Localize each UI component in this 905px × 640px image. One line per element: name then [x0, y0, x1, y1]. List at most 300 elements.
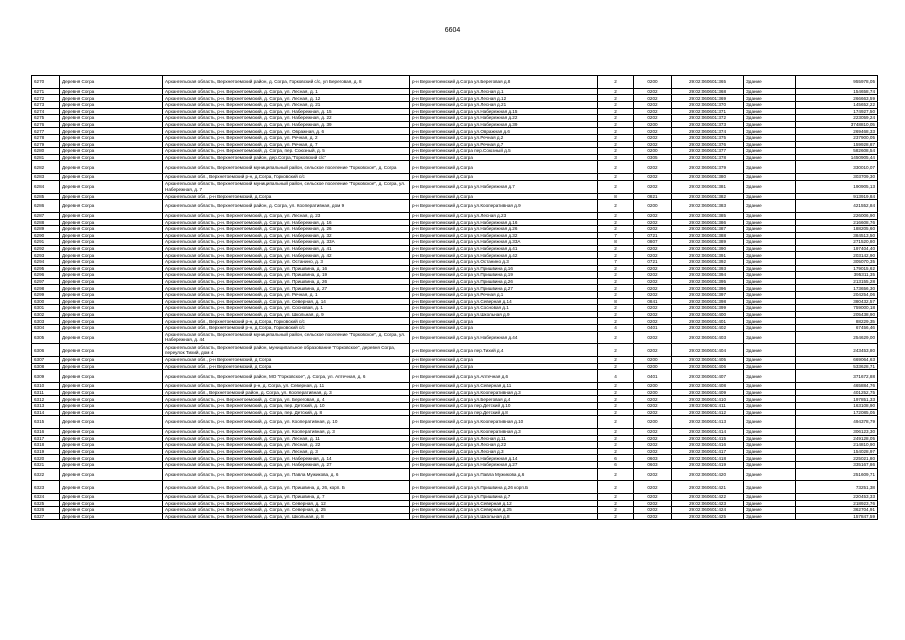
- class-cell: 2: [598, 331, 634, 344]
- short-address-cell: р-н Верхнетоемский д.Согра пер.Детский д.10: [410, 402, 598, 409]
- address-cell: Архангельская область, р-н. Верхнетоемский, д. Согра, ул. Речная, д. 7: [163, 141, 410, 148]
- object-type-cell: Здание: [744, 409, 796, 416]
- short-address-cell: р-н Верхнетоемский д.Согра ул.Набережная д.27: [410, 461, 598, 468]
- address-cell: Архангельская область, Верхнетоемский р-н, д. Согра, ул. Северная, д. 11: [163, 383, 410, 390]
- short-address-cell: р-н Верхнетоемский д.Согра ул.Овражная д.6: [410, 128, 598, 135]
- short-address-cell: р-н Верхнетоемский д.Согра ул.Северная д.14: [410, 298, 598, 305]
- code-cell: 0202: [634, 180, 672, 193]
- code-cell: 0202: [634, 252, 672, 259]
- class-cell: 2: [598, 161, 634, 174]
- row-number: 6291: [32, 239, 60, 246]
- code-cell: 0200: [634, 121, 672, 128]
- class-cell: 2: [598, 101, 634, 108]
- row-number: 6311: [32, 389, 60, 396]
- settlement-cell: Деревня Согра: [60, 442, 163, 449]
- object-type-cell: Здание: [744, 325, 796, 332]
- cadastral-number-cell: 29:02:060601:371: [672, 108, 744, 115]
- table-row: [32, 461, 878, 468]
- class-cell: 2: [598, 311, 634, 318]
- address-cell: Архангельская область, р-н. Верхнетоемский, д. Согра, ул. Набережная, д. 33А: [163, 239, 410, 246]
- address-cell: Архангельская область, р-н. Верхнетоемский, д. Согра, ул. Овражная, д. 6: [163, 128, 410, 135]
- object-type-cell: Здание: [744, 76, 796, 89]
- row-number: 6313: [32, 402, 60, 409]
- cadastral-number-cell: 29:02:060601:399: [672, 305, 744, 312]
- settlement-cell: Деревня Согра: [60, 389, 163, 396]
- object-type-cell: Здание: [744, 461, 796, 468]
- class-cell: 2: [598, 134, 634, 141]
- table-row: [32, 88, 878, 95]
- object-type-cell: Здание: [744, 245, 796, 252]
- class-cell: 3: [598, 154, 634, 161]
- registry-table: [31, 75, 878, 520]
- settlement-cell: Деревня Согра: [60, 134, 163, 141]
- code-cell: 0721: [634, 259, 672, 266]
- settlement-cell: Деревня Согра: [60, 259, 163, 266]
- table-row: [32, 239, 878, 246]
- cadastral-value-cell: 1450905,44: [796, 154, 878, 161]
- address-cell: Архангельская область, р-н. Верхнетоемский, д. Согра, ул. Речная, д. 1: [163, 292, 410, 299]
- table-row: [32, 507, 878, 514]
- table-row: [32, 174, 878, 181]
- object-type-cell: Здание: [744, 416, 796, 429]
- address-cell: Архангельская область, р-н. Верхнетоемский, д. Согра, ул. Набережная, д. 27: [163, 461, 410, 468]
- short-address-cell: р-н Верхнетоемский д.Согра ул.Останино д.3: [410, 259, 598, 266]
- address-cell: Архангельская обл., Верхнетоемский р-н, д.Согра, Горковский с/с: [163, 318, 410, 325]
- cadastral-number-cell: 29:02:060601:420: [672, 468, 744, 481]
- row-number: 6283: [32, 174, 60, 181]
- address-cell: Архангельская обл., Верхнетоемский р-н, д.Согра, Горковский с/с: [163, 325, 410, 332]
- cadastral-value-cell: 203142,90: [796, 252, 878, 259]
- address-cell: Архангельская область, р-н. Верхнетоемский, д. Согра, ул. Речная, д. 2: [163, 134, 410, 141]
- cadastral-number-cell: 29:02:060601:413: [672, 416, 744, 429]
- cadastral-number-cell: 29:02:060601:394: [672, 272, 744, 279]
- cadastral-value-cell: 173656,30: [796, 285, 878, 292]
- cadastral-number-cell: 29:02:060601:423: [672, 500, 744, 507]
- code-cell: 0401: [634, 370, 672, 383]
- object-type-cell: Здание: [744, 311, 796, 318]
- address-cell: Архангельская область, р-н. Верхнетоемский, д. Согра, ул. Пришвина, д. 26: [163, 278, 410, 285]
- short-address-cell: р-н Верхнетоемский д.Согра: [410, 318, 598, 325]
- short-address-cell: р-н Верхнетоемский д.Согра ул.Кооперативная д.10: [410, 416, 598, 429]
- object-type-cell: Здание: [744, 435, 796, 442]
- row-number: 6282: [32, 161, 60, 174]
- code-cell: 0202: [634, 134, 672, 141]
- row-number: 6290: [32, 232, 60, 239]
- cadastral-value-cell: 197851,33: [796, 396, 878, 403]
- code-cell: 0202: [634, 344, 672, 357]
- cadastral-value-cell: 494378,79: [796, 416, 878, 429]
- settlement-cell: Деревня Согра: [60, 174, 163, 181]
- address-cell: Архангельская область, р-н. Верхнетоемский, д. Согра, ул. Пришвина, д. 27: [163, 285, 410, 292]
- object-type-cell: Здание: [744, 154, 796, 161]
- short-address-cell: р-н Верхнетоемский д.Согра: [410, 161, 598, 174]
- object-type-cell: Здание: [744, 148, 796, 155]
- code-cell: 0202: [634, 141, 672, 148]
- object-type-cell: Здание: [744, 108, 796, 115]
- class-cell: 8: [598, 239, 634, 246]
- code-cell: 0603: [634, 455, 672, 462]
- short-address-cell: р-н Верхнетоемский д.Согра: [410, 357, 598, 364]
- address-cell: Архангельская область, р-н. Верхнетоемский, д. Согра, ул. Береговая, д. 4: [163, 396, 410, 403]
- short-address-cell: р-н Верхнетоемский д.Согра: [410, 154, 598, 161]
- settlement-cell: Деревня Согра: [60, 409, 163, 416]
- object-type-cell: Здание: [744, 494, 796, 501]
- table-row: [32, 265, 878, 272]
- code-cell: 0202: [634, 494, 672, 501]
- object-type-cell: Здание: [744, 370, 796, 383]
- settlement-cell: Деревня Согра: [60, 148, 163, 155]
- short-address-cell: р-н Верхнетоемский д.Согра ул.Набережная д.15: [410, 108, 598, 115]
- address-cell: Архангельская область, р-н. Верхнетоемский, д. Согра, ул. Школьная, д. 8: [163, 513, 410, 520]
- row-number: 6317: [32, 435, 60, 442]
- table-row: [32, 232, 878, 239]
- object-type-cell: Здание: [744, 402, 796, 409]
- row-number: 6327: [32, 513, 60, 520]
- object-type-cell: Здание: [744, 507, 796, 514]
- code-cell: 0202: [634, 305, 672, 312]
- object-type-cell: Здание: [744, 389, 796, 396]
- row-number: 6301: [32, 305, 60, 312]
- address-cell: Архангельская область, р-н. Верхнетоемский, д. Согра, ул. Лесная, д. 3: [163, 448, 410, 455]
- class-cell: 2: [598, 416, 634, 429]
- table-row: [32, 331, 878, 344]
- class-cell: 6: [598, 455, 634, 462]
- code-cell: 0202: [634, 468, 672, 481]
- short-address-cell: р-н Верхнетоемский д.Согра ул.Пришвина д.7: [410, 494, 598, 501]
- table-row: [32, 285, 878, 292]
- cadastral-value-cell: 174927,50: [796, 108, 878, 115]
- cadastral-value-cell: 421552,84: [796, 200, 878, 213]
- class-cell: 2: [598, 292, 634, 299]
- code-cell: 0202: [634, 285, 672, 292]
- cadastral-number-cell: 29:02:060601:405: [672, 357, 744, 364]
- row-number: 6318: [32, 442, 60, 449]
- cadastral-number-cell: 29:02:060601:398: [672, 298, 744, 305]
- short-address-cell: р-н Верхнетоемский д.Согра: [410, 363, 598, 370]
- row-number: 6302: [32, 311, 60, 318]
- class-cell: 2: [598, 383, 634, 390]
- table-row: [32, 292, 878, 299]
- settlement-cell: Деревня Согра: [60, 363, 163, 370]
- address-cell: Архангельская область, р-н. Верхнетоемский, д. Согра, ул. Лесная, д. 21: [163, 101, 410, 108]
- cadastral-value-cell: 669064,63: [796, 357, 878, 364]
- class-cell: 2: [598, 76, 634, 89]
- row-number: 6284: [32, 180, 60, 193]
- cadastral-value-cell: 380432,57: [796, 298, 878, 305]
- table-row: [32, 115, 878, 122]
- code-cell: 0202: [634, 88, 672, 95]
- cadastral-value-cell: 362704,91: [796, 507, 878, 514]
- cadastral-number-cell: 29:02:060601:390: [672, 245, 744, 252]
- class-cell: 2: [598, 389, 634, 396]
- cadastral-number-cell: 29:02:060601:395: [672, 278, 744, 285]
- code-cell: 0821: [634, 193, 672, 200]
- class-cell: 2: [598, 252, 634, 259]
- table-row: [32, 245, 878, 252]
- cadastral-value-cell: 582608,54: [796, 148, 878, 155]
- object-type-cell: Здание: [744, 292, 796, 299]
- cadastral-number-cell: 29:02:060601:377: [672, 148, 744, 155]
- address-cell: Архангельская область, р-н. Верхнетоемский, д. Согра, ул. Набережная, д. 41: [163, 245, 410, 252]
- cadastral-number-cell: 29:02:060601:392: [672, 259, 744, 266]
- address-cell: Архангельская область, р-н. Верхнетоемский, д. Согра, ул. Северная, д. 25: [163, 507, 410, 514]
- object-type-cell: Здание: [744, 455, 796, 462]
- settlement-cell: Деревня Согра: [60, 95, 163, 102]
- cadastral-number-cell: 29:02:060601:410: [672, 396, 744, 403]
- address-cell: Архангельская область, р-н. Верхнетоемский, д. Согра, ул. Сосновая, д. 1: [163, 305, 410, 312]
- settlement-cell: Деревня Согра: [60, 468, 163, 481]
- address-cell: Архангельская область, р-н. Верхнетоемский, д. Согра, ул. Набережная, д. 42: [163, 252, 410, 259]
- row-number: 6308: [32, 363, 60, 370]
- cadastral-value-cell: 395311,35: [796, 272, 878, 279]
- settlement-cell: Деревня Согра: [60, 278, 163, 285]
- code-cell: 0202: [634, 435, 672, 442]
- row-number: 6281: [32, 154, 60, 161]
- address-cell: Архангельская область, Верхнетоемский муниципальный район, сельское поселение "Горковское", д. Согра, ул. Набережная, д. 7: [163, 180, 410, 193]
- cadastral-value-cell: 204254,06: [796, 292, 878, 299]
- row-number: 6312: [32, 396, 60, 403]
- row-number: 6293: [32, 252, 60, 259]
- cadastral-value-cell: 218923,76: [796, 500, 878, 507]
- short-address-cell: р-н Верхнетоемский д.Согра ул.Береговая д.4: [410, 396, 598, 403]
- table-row: [32, 200, 878, 213]
- object-type-cell: Здание: [744, 128, 796, 135]
- cadastral-number-cell: 29:02:060601:406: [672, 363, 744, 370]
- row-number: 6277: [32, 128, 60, 135]
- code-cell: 0202: [634, 115, 672, 122]
- cadastral-number-cell: 29:02:060601:372: [672, 115, 744, 122]
- row-number: 6278: [32, 134, 60, 141]
- object-type-cell: Здание: [744, 200, 796, 213]
- row-number: 6273: [32, 101, 60, 108]
- cadastral-number-cell: 29:02:060601:376: [672, 141, 744, 148]
- cadastral-value-cell: 243453,80: [796, 344, 878, 357]
- object-type-cell: Здание: [744, 212, 796, 219]
- table-row: [32, 389, 878, 396]
- settlement-cell: Деревня Согра: [60, 272, 163, 279]
- short-address-cell: р-н Верхнетоемский д.Согра ул.Кооперативная д.3: [410, 389, 598, 396]
- short-address-cell: р-н Верхнетоемский д.Согра ул.Набережная д.7: [410, 180, 598, 193]
- row-number: 6276: [32, 121, 60, 128]
- code-cell: 0202: [634, 318, 672, 325]
- settlement-cell: Деревня Согра: [60, 200, 163, 213]
- cadastral-value-cell: 759000,18: [796, 305, 878, 312]
- address-cell: Архангельская область, р-н. Верхнетоемский, д. Согра, ул. Лесная, д. 22: [163, 442, 410, 449]
- class-cell: 2: [598, 468, 634, 481]
- cadastral-value-cell: 205438,90: [796, 311, 878, 318]
- cadastral-value-cell: 335167,86: [796, 461, 878, 468]
- cadastral-value-cell: 371672,88: [796, 370, 878, 383]
- object-type-cell: Здание: [744, 363, 796, 370]
- row-number: 6279: [32, 141, 60, 148]
- class-cell: 2: [598, 212, 634, 219]
- address-cell: Архангельская область, р-н. Верхнетоемский, д. Согра, ул. Пришвина, д. 19: [163, 272, 410, 279]
- cadastral-number-cell: 29:02:060601:407: [672, 370, 744, 383]
- settlement-cell: Деревня Согра: [60, 305, 163, 312]
- address-cell: Архангельская область, Верхнетоемский муниципальный район, сельское поселение "Горковское", д. Согра, ул. Набережная, д. 44: [163, 331, 410, 344]
- cadastral-value-cell: 3748810,05: [796, 121, 878, 128]
- settlement-cell: Деревня Согра: [60, 76, 163, 89]
- cadastral-number-cell: 29:02:060601:378: [672, 154, 744, 161]
- code-cell: 0202: [634, 226, 672, 233]
- class-cell: 2: [598, 428, 634, 435]
- short-address-cell: р-н Верхнетоемский д.Согра пер.Союзный д.5: [410, 148, 598, 155]
- short-address-cell: р-н Верхнетоемский д.Согра ул.Пришвина д.26: [410, 278, 598, 285]
- settlement-cell: Деревня Согра: [60, 370, 163, 383]
- row-number: 6296: [32, 272, 60, 279]
- settlement-cell: Деревня Согра: [60, 265, 163, 272]
- class-cell: 2: [598, 148, 634, 155]
- table-row: [32, 357, 878, 364]
- short-address-cell: р-н Верхнетоемский д.Согра ул.Набережная д.33А: [410, 239, 598, 246]
- class-cell: 8: [598, 193, 634, 200]
- settlement-cell: Деревня Согра: [60, 428, 163, 435]
- row-number: 6325: [32, 500, 60, 507]
- settlement-cell: Деревня Согра: [60, 481, 163, 494]
- cadastral-number-cell: 29:02:060601:424: [672, 507, 744, 514]
- address-cell: Архангельская обл., Верхнетоемский район, д. Согра, ул. Кооперативная, д. 3: [163, 389, 410, 396]
- row-number: 6271: [32, 88, 60, 95]
- settlement-cell: Деревня Согра: [60, 141, 163, 148]
- short-address-cell: р-н Верхнетоемский д.Согра ул.Лесная д.12: [410, 95, 598, 102]
- object-type-cell: Здание: [744, 232, 796, 239]
- object-type-cell: Здание: [744, 101, 796, 108]
- table-row: [32, 409, 878, 416]
- table-row: [32, 448, 878, 455]
- address-cell: Архангельская область, р-н. Верхнетоемский, д. Согра, ул. Лесная, д. 1: [163, 88, 410, 95]
- row-number: 6298: [32, 285, 60, 292]
- short-address-cell: р-н Верхнетоемский д.Согра: [410, 325, 598, 332]
- object-type-cell: Здание: [744, 219, 796, 226]
- table-row: [32, 252, 878, 259]
- object-type-cell: Здание: [744, 265, 796, 272]
- object-type-cell: Здание: [744, 357, 796, 364]
- code-cell: 0202: [634, 513, 672, 520]
- object-type-cell: Здание: [744, 161, 796, 174]
- address-cell: Архангельская область, р-н. Верхнетоемский, д. Согра, ул. Набережная, д. 16: [163, 219, 410, 226]
- class-cell: 2: [598, 128, 634, 135]
- class-cell: 2: [598, 265, 634, 272]
- short-address-cell: р-н Верхнетоемский д.Согра ул.Лесная д.23: [410, 212, 598, 219]
- cadastral-number-cell: 29:02:060601:415: [672, 435, 744, 442]
- row-number: 6274: [32, 108, 60, 115]
- address-cell: Архангельская обл., Верхнетоемский р-н, д.Согра, Горковский с/с: [163, 174, 410, 181]
- table-row: [32, 148, 878, 155]
- row-number: 6326: [32, 507, 60, 514]
- settlement-cell: Деревня Согра: [60, 193, 163, 200]
- settlement-cell: Деревня Согра: [60, 435, 163, 442]
- address-cell: Архангельская область, Верхнетоемский район, дер.Согра,"Горковский с/с": [163, 154, 410, 161]
- settlement-cell: Деревня Согра: [60, 455, 163, 462]
- row-number: 6297: [32, 278, 60, 285]
- cadastral-number-cell: 29:02:060601:417: [672, 448, 744, 455]
- short-address-cell: р-н Верхнетоемский д.Согра пер.Тихий д.4: [410, 344, 598, 357]
- short-address-cell: р-н Верхнетоемский д.Согра ул.Школьная д.8: [410, 513, 598, 520]
- object-type-cell: Здание: [744, 500, 796, 507]
- table-row: [32, 154, 878, 161]
- address-cell: Архангельская область, р-н. Верхнетоемский, д. Согра, ул. Пришвина, д. 16: [163, 265, 410, 272]
- short-address-cell: р-н Верхнетоемский д.Согра ул.Пришвина д.27: [410, 285, 598, 292]
- cadastral-value-cell: 154028,97: [796, 448, 878, 455]
- cadastral-value-cell: 163108,90: [796, 402, 878, 409]
- address-cell: Архангельская область, р-н. Верхнетоемский, д. Согра, ул. Павла Мужикова, д. 6: [163, 468, 410, 481]
- row-number: 6316: [32, 428, 60, 435]
- row-number: 6288: [32, 219, 60, 226]
- cadastral-value-cell: 216608,76: [796, 219, 878, 226]
- cadastral-value-cell: 157847,59: [796, 513, 878, 520]
- short-address-cell: р-н Верхнетоемский д.Согра ул.Набережная д.22: [410, 115, 598, 122]
- code-cell: 0202: [634, 442, 672, 449]
- class-cell: 2: [598, 285, 634, 292]
- object-type-cell: Здание: [744, 88, 796, 95]
- cadastral-value-cell: 271520,80: [796, 239, 878, 246]
- cadastral-number-cell: 29:02:060601:402: [672, 325, 744, 332]
- class-cell: 2: [598, 442, 634, 449]
- address-cell: Архангельская область, р-н. Верхнетоемский, д. Согра, ул. Останино, д. 3: [163, 259, 410, 266]
- table-row: [32, 272, 878, 279]
- short-address-cell: р-н Верхнетоемский д.Согра ул.Набережная д.44: [410, 331, 598, 344]
- row-number: 6285: [32, 193, 60, 200]
- table-row: [32, 121, 878, 128]
- short-address-cell: р-н Верхнетоемский д.Согра пер.Детский д.8: [410, 409, 598, 416]
- address-cell: Архангельская область, р-н. Верхнетоемский, д. Согра, пер. Союзный, д. 5: [163, 148, 410, 155]
- code-cell: 0202: [634, 265, 672, 272]
- object-type-cell: Здание: [744, 115, 796, 122]
- object-type-cell: Здание: [744, 305, 796, 312]
- table-row: [32, 134, 878, 141]
- object-type-cell: Здание: [744, 331, 796, 344]
- address-cell: Архангельская область, р-н. Верхнетоемский, д. Согра, ул. Набережная, д. 22: [163, 115, 410, 122]
- code-cell: 0202: [634, 409, 672, 416]
- code-cell: 0200: [634, 76, 672, 89]
- cadastral-number-cell: 29:02:060601:389: [672, 239, 744, 246]
- object-type-cell: Здание: [744, 396, 796, 403]
- cadastral-value-cell: 159928,87: [796, 141, 878, 148]
- code-cell: 0200: [634, 148, 672, 155]
- object-type-cell: Здание: [744, 134, 796, 141]
- cadastral-number-cell: 29:02:060601:375: [672, 134, 744, 141]
- settlement-cell: Деревня Согра: [60, 88, 163, 95]
- short-address-cell: р-н Верхнетоемский д.Согра ул.Пришвина д.26 корп.Б: [410, 481, 598, 494]
- code-cell: 0202: [634, 278, 672, 285]
- row-number: 6305: [32, 331, 60, 344]
- short-address-cell: р-н Верхнетоемский д.Согра ул.Северная д.11: [410, 383, 598, 390]
- settlement-cell: Деревня Согра: [60, 318, 163, 325]
- class-cell: 8: [598, 298, 634, 305]
- short-address-cell: р-н Верхнетоемский д.Согра ул.Речная д.7: [410, 141, 598, 148]
- settlement-cell: Деревня Согра: [60, 402, 163, 409]
- short-address-cell: р-н Верхнетоемский д.Согра ул.Набережная д.42: [410, 252, 598, 259]
- class-cell: 2: [598, 507, 634, 514]
- settlement-cell: Деревня Согра: [60, 212, 163, 219]
- cadastral-number-cell: 29:02:060601:385: [672, 212, 744, 219]
- table-row: [32, 259, 878, 266]
- settlement-cell: Деревня Согра: [60, 239, 163, 246]
- table-row: [32, 402, 878, 409]
- code-cell: 0202: [634, 128, 672, 135]
- cadastral-value-cell: 67456,46: [796, 325, 878, 332]
- cadastral-value-cell: 305070,35: [796, 259, 878, 266]
- class-cell: 2: [598, 180, 634, 193]
- table-row: [32, 383, 878, 390]
- settlement-cell: Деревня Согра: [60, 285, 163, 292]
- cadastral-number-cell: 29:02:060601:419: [672, 461, 744, 468]
- object-type-cell: Здание: [744, 318, 796, 325]
- cadastral-number-cell: 29:02:060601:422: [672, 494, 744, 501]
- cadastral-value-cell: 214810,90: [796, 442, 878, 449]
- object-type-cell: Здание: [744, 180, 796, 193]
- table-row: [32, 494, 878, 501]
